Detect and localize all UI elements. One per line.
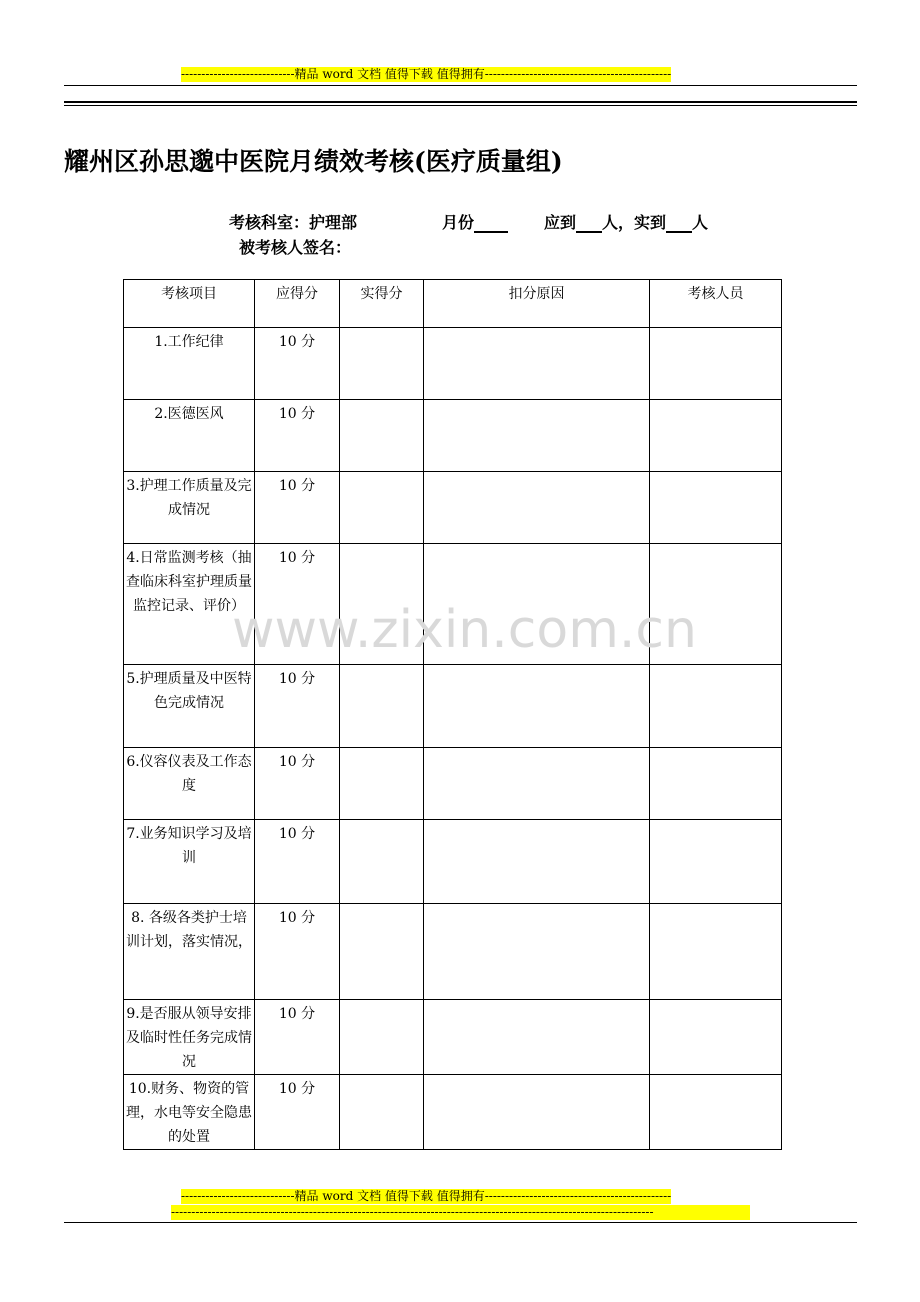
actual-score-cell[interactable] xyxy=(340,748,424,820)
header-assessor: 考核人员 xyxy=(650,280,782,328)
actual-score-cell[interactable] xyxy=(340,904,424,1000)
actual-score-cell[interactable] xyxy=(340,820,424,904)
reason-cell[interactable] xyxy=(424,328,650,400)
header-item: 考核项目 xyxy=(124,280,255,328)
table-row xyxy=(124,472,782,544)
score-cell: 10 分 xyxy=(255,1000,340,1075)
header-actual-score: 实得分 xyxy=(340,280,424,328)
footer-dash-line: ----------------------------------------------------------------------------------------------------------------------- xyxy=(171,1205,750,1220)
header-deduction-reason: 扣分原因 xyxy=(424,280,650,328)
assessment-table xyxy=(123,279,782,1150)
item-cell: 7.业务知识学习及培训 xyxy=(124,820,255,904)
score-cell: 10 分 xyxy=(255,820,340,904)
score-cell: 10 分 xyxy=(255,472,340,544)
assessor-cell[interactable] xyxy=(650,472,782,544)
month-label: 月份 xyxy=(442,213,475,232)
item-cell: 1.工作纪律 xyxy=(124,328,255,400)
item-cell: 3.护理工作质量及完成情况 xyxy=(124,472,255,544)
signature-label: 被考核人签名： xyxy=(239,238,352,257)
item-cell: 5.护理质量及中医特色完成情况 xyxy=(124,665,255,748)
table-row xyxy=(124,400,782,472)
expected-label: 应到 xyxy=(544,213,577,232)
watermark: www.zixin.com.cn xyxy=(232,600,697,660)
actual-score-cell[interactable] xyxy=(340,1075,424,1150)
actual-score-cell[interactable] xyxy=(340,472,424,544)
assessor-cell[interactable] xyxy=(650,400,782,472)
assessor-cell[interactable] xyxy=(650,820,782,904)
score-cell: 10 分 xyxy=(255,904,340,1000)
assessor-cell[interactable] xyxy=(650,748,782,820)
table-row xyxy=(124,748,782,820)
actual-label: 人，实到 xyxy=(602,213,667,232)
table-header-row xyxy=(124,280,782,328)
table-row xyxy=(124,665,782,748)
expected-blank[interactable] xyxy=(576,215,602,233)
reason-cell[interactable] xyxy=(424,748,650,820)
header-double-rule-bottom xyxy=(64,105,857,106)
reason-cell[interactable] xyxy=(424,904,650,1000)
actual-score-cell[interactable] xyxy=(340,665,424,748)
dept-field xyxy=(229,210,357,233)
table-row xyxy=(124,1000,782,1075)
actual-blank[interactable] xyxy=(666,215,692,233)
actual-score-cell[interactable] xyxy=(340,328,424,400)
score-cell: 10 分 xyxy=(255,328,340,400)
score-cell: 10 分 xyxy=(255,544,340,665)
table-row xyxy=(124,904,782,1000)
actual-score-cell[interactable] xyxy=(340,1000,424,1075)
score-cell: 10 分 xyxy=(255,400,340,472)
table-row xyxy=(124,820,782,904)
footer-banner: ----------------------------精品 word 文档 值得下载 值得拥有---------------------------------------------- xyxy=(181,1189,672,1203)
header-expected-score: 应得分 xyxy=(255,280,340,328)
table-row xyxy=(124,1075,782,1150)
assessor-cell[interactable] xyxy=(650,1075,782,1150)
header-banner: ----------------------------精品 word 文档 值得下载 值得拥有---------------------------------------------- xyxy=(181,67,672,81)
score-cell: 10 分 xyxy=(255,1075,340,1150)
reason-cell[interactable] xyxy=(424,1000,650,1075)
item-cell: 9.是否服从领导安排及临时性任务完成情况 xyxy=(124,1000,255,1075)
score-cell: 10 分 xyxy=(255,665,340,748)
assessor-cell[interactable] xyxy=(650,904,782,1000)
reason-cell[interactable] xyxy=(424,400,650,472)
month-field xyxy=(442,210,508,233)
footer-rule xyxy=(64,1222,857,1223)
item-cell: 6.仪容仪表及工作态度 xyxy=(124,748,255,820)
month-blank[interactable] xyxy=(474,215,508,233)
header-rule xyxy=(64,85,857,86)
dept-label: 考核科室：护理部 xyxy=(229,213,358,232)
item-cell: 10.财务、物资的管理，水电等安全隐患的处置 xyxy=(124,1075,255,1150)
reason-cell[interactable] xyxy=(424,665,650,748)
table-row xyxy=(124,328,782,400)
person-label: 人 xyxy=(692,213,709,232)
item-cell: 2.医德医风 xyxy=(124,400,255,472)
reason-cell[interactable] xyxy=(424,472,650,544)
header-double-rule-top xyxy=(64,101,857,103)
page-title: 耀州区孙思邈中医院月绩效考核(医疗质量组) xyxy=(64,147,563,176)
assessor-cell[interactable] xyxy=(650,665,782,748)
item-cell: 8. 各级各类护士培训计划，落实情况， xyxy=(124,904,255,1000)
assessor-cell[interactable] xyxy=(650,1000,782,1075)
reason-cell[interactable] xyxy=(424,1075,650,1150)
attendance-field xyxy=(544,210,708,233)
reason-cell[interactable] xyxy=(424,820,650,904)
signature-field xyxy=(239,235,351,258)
actual-score-cell[interactable] xyxy=(340,400,424,472)
item-cell: 4.日常监测考核（抽查临床科室护理质量监控记录、评价） xyxy=(124,544,255,665)
score-cell: 10 分 xyxy=(255,748,340,820)
assessor-cell[interactable] xyxy=(650,328,782,400)
